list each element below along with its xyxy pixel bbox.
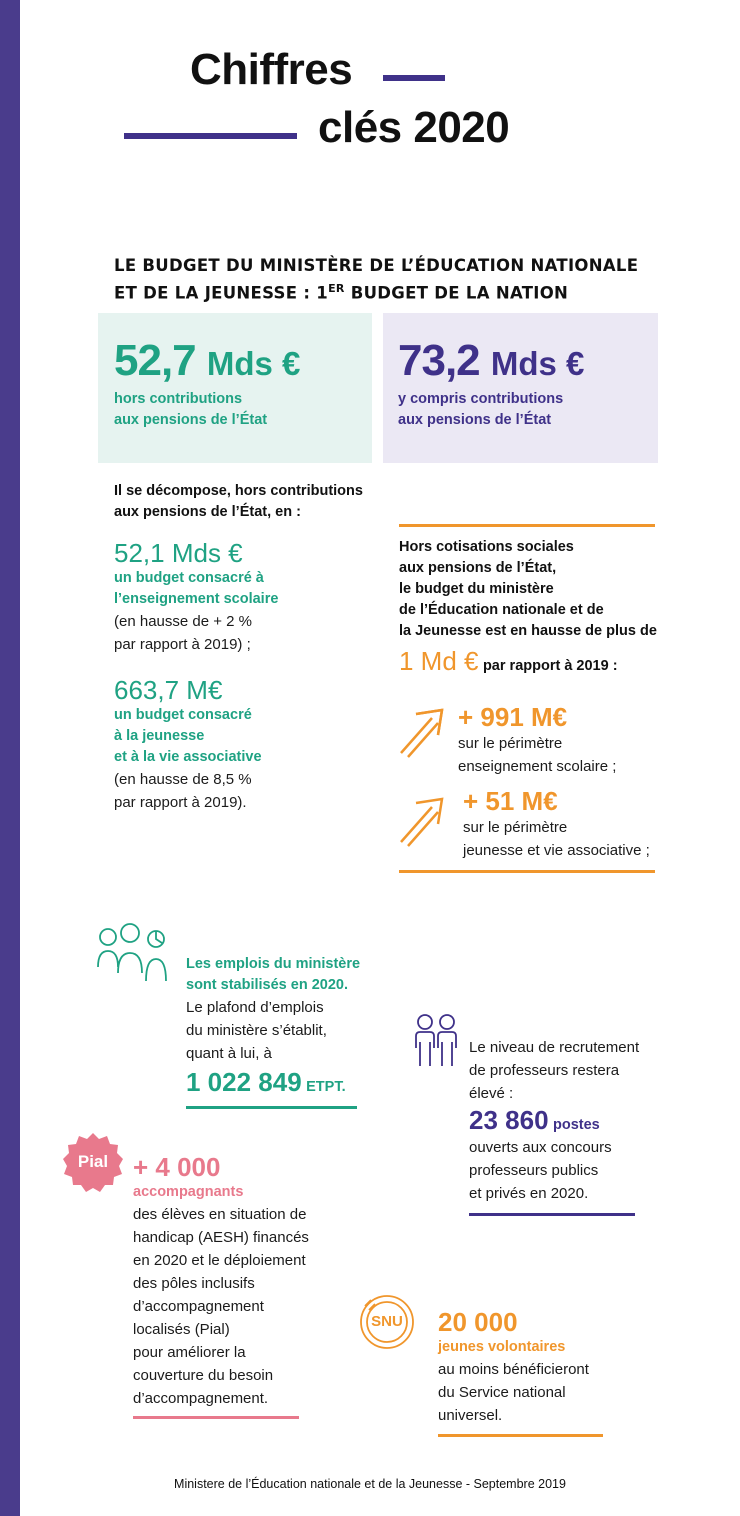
jobs-bold-line1: Les emplois du ministère <box>186 956 361 972</box>
aesh-line: d’accompagnement <box>133 1298 264 1315</box>
budget-box-excluding-pensions <box>98 313 372 463</box>
aesh-line: localisés (Pial) <box>133 1321 230 1338</box>
budget-box-right-unit: Mds € <box>490 345 585 382</box>
budget-box-left-number: 52,7 <box>114 336 196 385</box>
increase-item-school-line1: sur le périmètre <box>458 735 563 752</box>
increase-item-youth-value: + 51 M€ <box>463 786 558 816</box>
increase-intro-line4: de l’Éducation nationale et de <box>399 602 604 618</box>
budget-box-right-caption-line1: y compris contributions <box>398 391 564 407</box>
aesh-divider <box>133 1416 299 1419</box>
budget-heading-sup: ER <box>328 282 345 295</box>
budget-box-left-caption-line1: hors contributions <box>114 391 243 407</box>
jobs-unit: ETPT. <box>306 1079 346 1095</box>
budget-box-right-caption <box>398 389 563 431</box>
breakdown-item-youth-value: 663,7 M€ <box>114 675 223 705</box>
recruitment-line4: ouverts aux concours <box>469 1139 612 1156</box>
jobs-divider <box>186 1106 357 1109</box>
breakdown-item-youth-desc-line2: à la jeunesse <box>114 728 205 744</box>
breakdown-item-school-note-line1: (en hausse de + 2 % <box>114 613 253 630</box>
aesh-label: accompagnants <box>133 1184 244 1200</box>
budget-box-left-caption-line2: aux pensions de l’État <box>114 412 268 428</box>
breakdown-item-youth-note-line2: par rapport à 2019). <box>114 794 247 811</box>
budget-box-left-value <box>114 336 301 386</box>
recruitment-block <box>469 1036 639 1205</box>
snu-line3: universel. <box>438 1407 503 1424</box>
budget-heading-line2-pre: ET DE LA JEUNESSE : 1 <box>114 283 329 303</box>
aesh-line: des élèves en situation de <box>133 1206 307 1223</box>
breakdown-item-school-desc-line1: un budget consacré à <box>114 570 264 586</box>
recruitment-line5: professeurs publics <box>469 1162 599 1179</box>
increase-total <box>399 646 618 677</box>
breakdown-item-school-value: 52,1 Mds € <box>114 538 243 568</box>
breakdown-item-youth-note-line1: (en hausse de 8,5 % <box>114 771 252 788</box>
breakdown-intro <box>114 481 363 523</box>
budget-box-right-caption-line2: aux pensions de l’État <box>398 412 552 428</box>
budget-heading-line1: LE BUDGET DU MINISTÈRE DE L’ÉDUCATION NATIONALE <box>114 256 639 275</box>
aesh-value: + 4 000 <box>133 1152 221 1182</box>
snu-divider <box>438 1434 603 1437</box>
breakdown-intro-line1: Il se décompose, hors contributions <box>114 483 363 499</box>
snu-badge-text: SNU <box>371 1313 403 1330</box>
budget-heading-line2-post: BUDGET DE LA NATION <box>344 283 569 303</box>
snu-value: 20 000 <box>438 1307 518 1337</box>
breakdown-intro-line2: aux pensions de l’État, en : <box>114 504 301 520</box>
increase-item-youth <box>463 786 650 862</box>
budget-box-right-value <box>398 336 585 386</box>
breakdown-item-school-desc-line2: l’enseignement scolaire <box>114 591 279 607</box>
page-title-line2: clés 2020 <box>318 103 510 152</box>
increase-item-youth-line2: jeunesse et vie associative ; <box>463 842 650 859</box>
budget-box-left-caption <box>114 389 267 431</box>
aesh-line: pour améliorer la <box>133 1344 246 1361</box>
increase-item-school-value: + 991 M€ <box>458 702 568 732</box>
breakdown-item-school-note-line2: par rapport à 2019) ; <box>114 636 251 653</box>
jobs-bold-line2: sont stabilisés en 2020. <box>186 977 348 993</box>
recruitment-line1: Le niveau de recrutement <box>469 1039 640 1056</box>
arrow-up-right-icon <box>398 703 448 759</box>
increase-intro-line3: le budget du ministère <box>399 581 554 597</box>
budget-heading <box>114 254 638 305</box>
increase-top-divider <box>399 524 655 527</box>
pial-badge-icon <box>62 1132 124 1194</box>
jobs-value-row <box>186 1067 360 1098</box>
jobs-line1: Le plafond d’emplois <box>186 999 324 1016</box>
jobs-line3: quant à lui, à <box>186 1045 272 1062</box>
snu-label: jeunes volontaires <box>438 1339 566 1355</box>
budget-heading-line2 <box>114 277 638 305</box>
recruitment-value-row <box>469 1105 639 1136</box>
snu-line1: au moins bénéficieront <box>438 1361 589 1378</box>
increase-intro-line2: aux pensions de l’État, <box>399 560 557 576</box>
budget-box-right-number: 73,2 <box>398 336 480 385</box>
increase-total-value: 1 Md € <box>399 646 479 676</box>
aesh-line: d’accompagnement. <box>133 1390 269 1407</box>
recruitment-line6: et privés en 2020. <box>469 1185 589 1202</box>
two-people-icon <box>414 1012 458 1068</box>
page-title-line1: Chiffres <box>190 45 353 94</box>
footer-text: Ministere de l’Éducation nationale et de la Jeunesse - Septembre 2019 <box>174 1477 566 1491</box>
budget-box-left-unit: Mds € <box>206 345 301 382</box>
jobs-value: 1 022 849 <box>186 1067 302 1097</box>
aesh-line: handicap (AESH) financés <box>133 1229 309 1246</box>
recruitment-line3: élevé : <box>469 1085 514 1102</box>
title-accent-bar-left <box>124 133 297 139</box>
recruitment-line2: de professeurs restera <box>469 1062 620 1079</box>
recruitment-value: 23 860 <box>469 1105 549 1135</box>
jobs-line2: du ministère s’établit, <box>186 1022 327 1039</box>
snu-block <box>438 1307 589 1427</box>
budget-box-including-pensions <box>383 313 658 463</box>
snu-stamp-icon <box>357 1292 417 1352</box>
arrow-up-right-icon <box>398 792 448 848</box>
increase-bottom-divider <box>399 870 655 873</box>
aesh-block <box>133 1152 309 1410</box>
aesh-line: des pôles inclusifs <box>133 1275 255 1292</box>
increase-intro-line1: Hors cotisations sociales <box>399 539 574 555</box>
jobs-block <box>186 954 360 1098</box>
breakdown-item-youth-desc-line1: un budget consacré <box>114 707 252 723</box>
breakdown-item-school <box>114 538 364 656</box>
increase-total-suffix: par rapport à 2019 : <box>482 658 618 674</box>
recruitment-divider <box>469 1213 635 1216</box>
increase-item-school-line2: enseignement scolaire ; <box>458 758 617 775</box>
increase-intro <box>399 537 657 642</box>
people-group-icon <box>96 921 176 987</box>
pial-badge-text: Pial <box>77 1152 109 1171</box>
aesh-line: en 2020 et le déploiement <box>133 1252 306 1269</box>
aesh-line: couverture du besoin <box>133 1367 274 1384</box>
increase-item-youth-line1: sur le périmètre <box>463 819 568 836</box>
recruitment-unit: postes <box>552 1117 600 1133</box>
increase-intro-line5: la Jeunesse est en hausse de plus de <box>399 623 657 639</box>
breakdown-item-youth-desc-line3: et à la vie associative <box>114 749 262 765</box>
increase-item-school <box>458 702 616 778</box>
snu-line2: du Service national <box>438 1384 566 1401</box>
breakdown-item-youth <box>114 675 364 814</box>
sidebar-bar <box>0 0 20 1516</box>
title-accent-bar-right <box>383 75 445 81</box>
